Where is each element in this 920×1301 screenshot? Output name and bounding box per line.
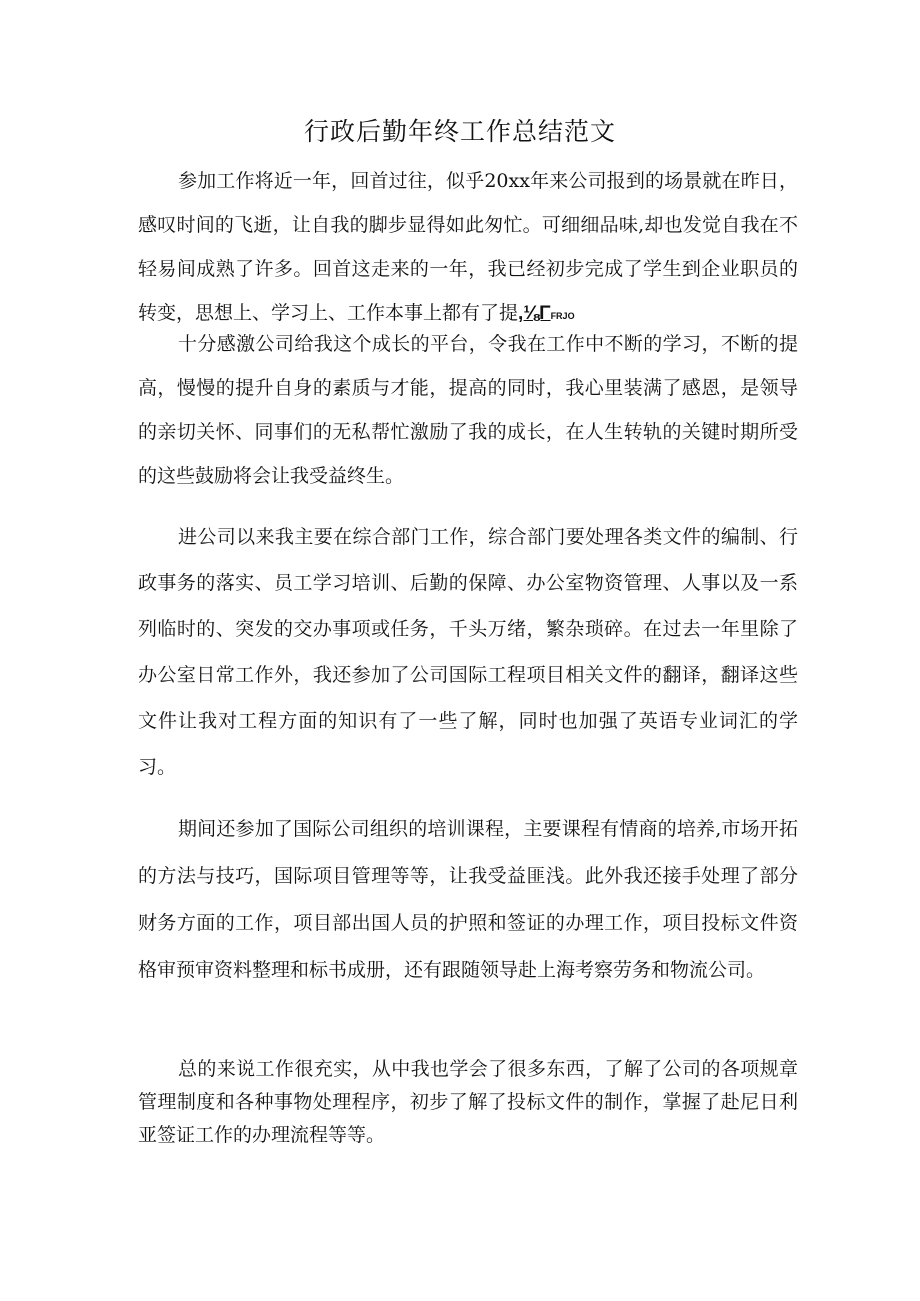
paragraph-1-text: 参加工作将近一年，回首过往，似乎20xx年来公司报到的场景就在昨日，感叹时间的飞逝，让自我的脚步显得如此匆忙。可细细品味,却也发觉自我在不轻易间成熟了许多。回首这走来的一年，我已经初步完成了学生到企业职员的转变，思想上、学习上、工作本事上都有了提 [138, 170, 798, 324]
paragraph-3: 进公司以来我主要在综合部门工作，综合部门要处理各类文件的编制、行政事务的落实、员工学习培训、后勤的保障、办公室物资管理、人事以及一系列临时的、突发的交办事项或任务，千头万绪，繁杂琐碎。在过去一年里除了办公室日常工作外，我还参加了公司国际工程项目相关文件的翻译，翻译这些文件让我对工程方面的知识有了一些了解，同时也加强了英语专业词汇的学习。 [138, 526, 798, 778]
document-title: 行政后勤年终工作总结范文 [303, 117, 616, 146]
garbled-text: ,⅛Γ [518, 303, 551, 324]
paragraph-5: 总的来说工作很充实，从中我也学会了很多东西，了解了公司的各项规章管理制度和各种事物处理程序，初步了解了投标文件的制作，掌握了赴尼日利亚签证工作的办理流程等等。 [138, 1058, 798, 1146]
paragraph-4: 期间还参加了国际公司组织的培训课程，主要课程有情商的培养,市场开拓的方法与技巧，国际项目管理等等，让我受益匪浅。此外我还接手处理了部分财务方面的工作，项目部出国人员的护照和签证的办理工作，项目投标文件资格审预审资料整理和标书成册，还有跟随领导赴上海考察劳务和物流公司。 [138, 818, 798, 981]
garbled-small-text: FRJO [550, 311, 575, 321]
paragraph-1 [138, 159, 798, 338]
paragraph-2: 十分感激公司给我这个成长的平台，令我在工作中不断的学习，不断的提高，慢慢的提升自身的素质与才能，提高的同时，我心里装满了感恩，是领导的亲切关怀、同事们的无私帮忙激励了我的成长，在人生转轨的关键时期所受的这些鼓励将会让我受益终生。 [138, 333, 798, 487]
